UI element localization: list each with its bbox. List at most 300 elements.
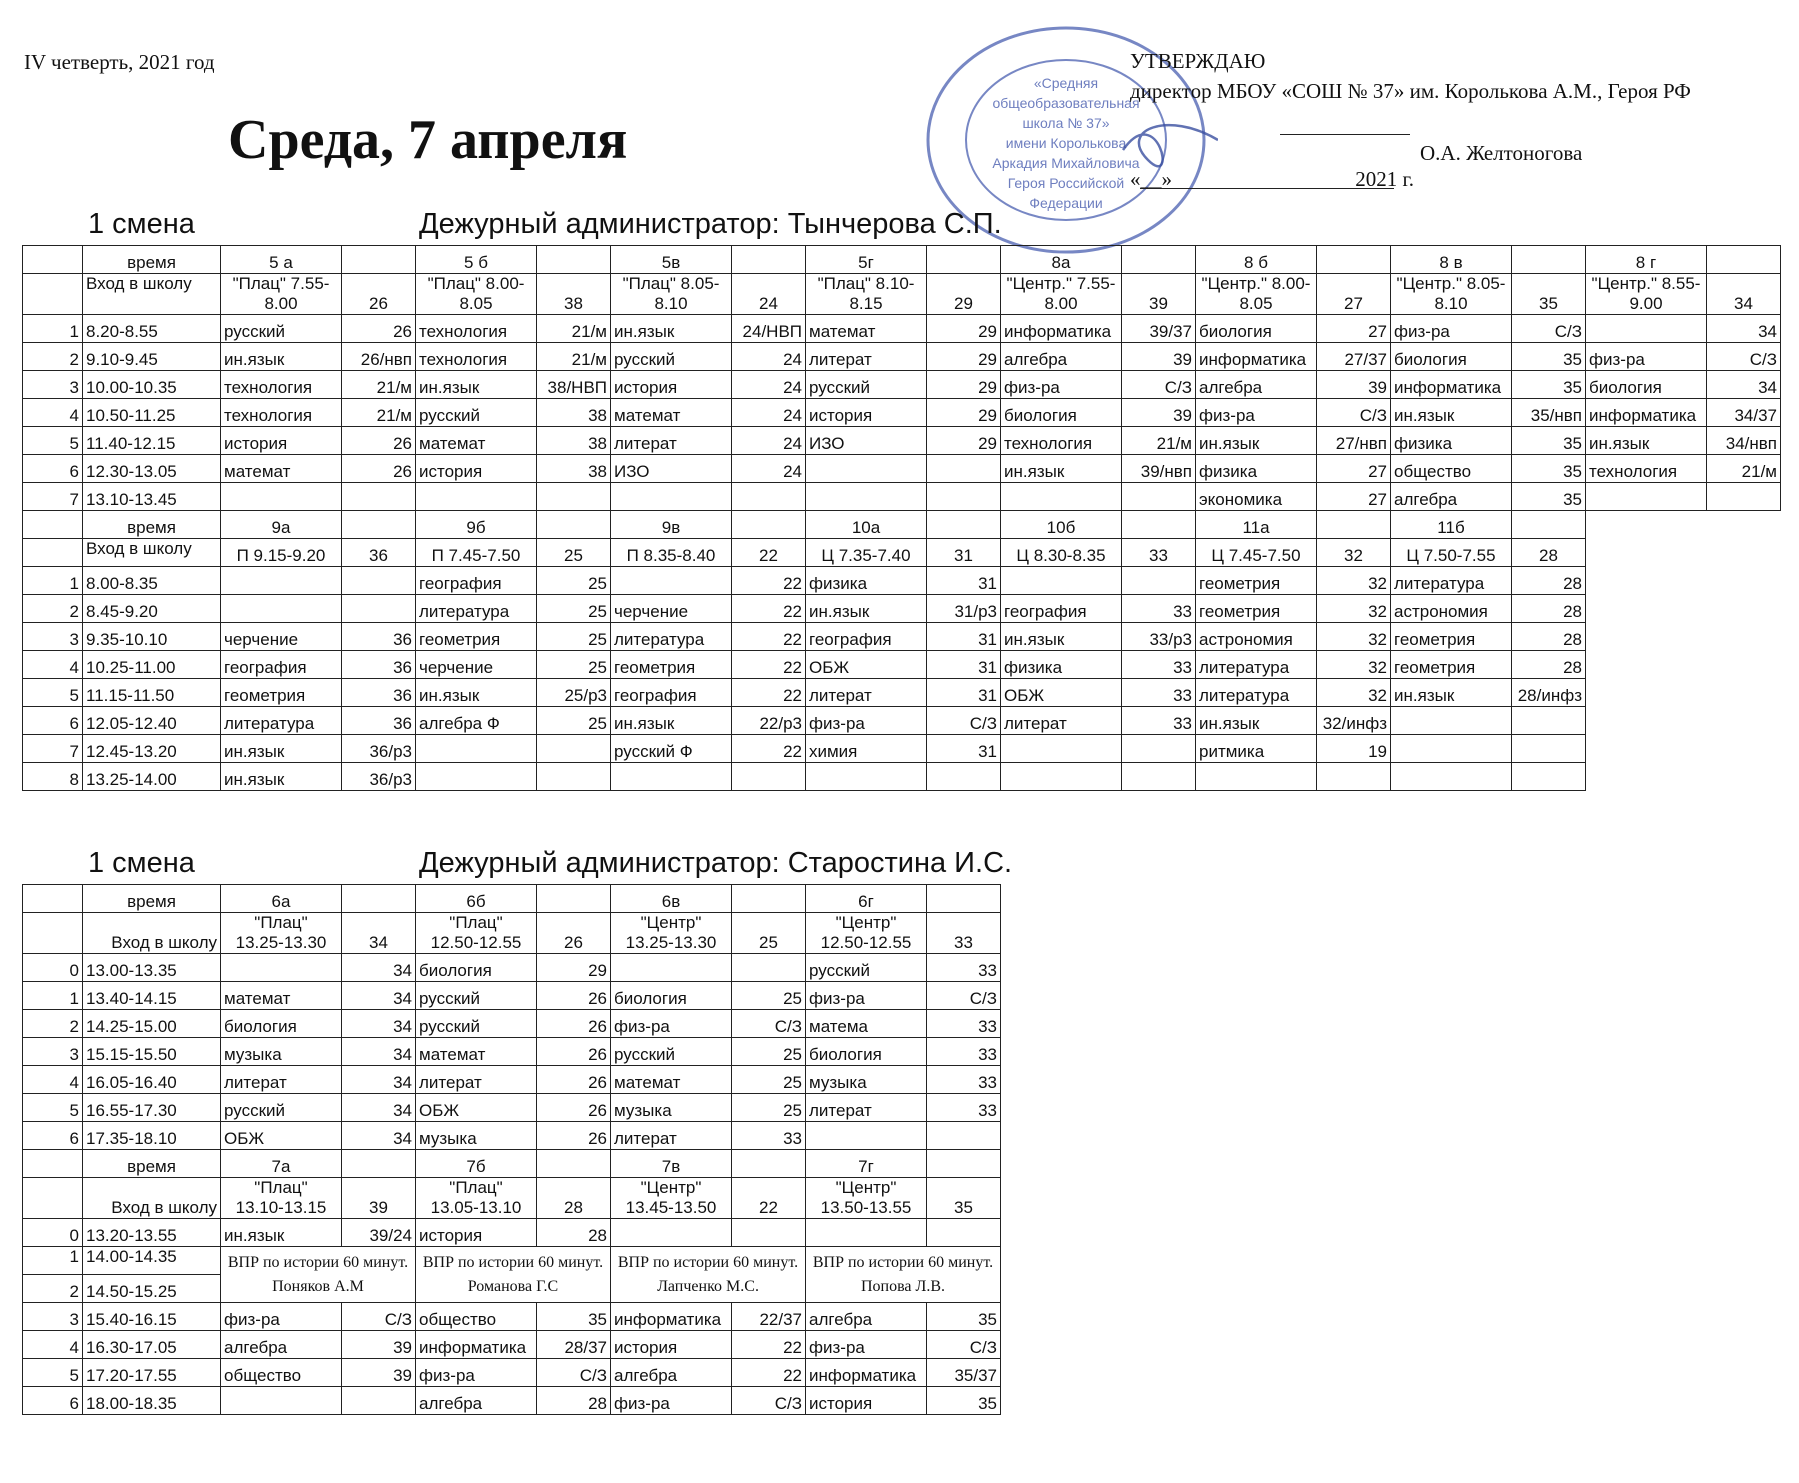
room-cell: 39 — [342, 1331, 416, 1359]
subject-cell — [221, 483, 342, 511]
room-cell: 24 — [732, 427, 806, 455]
class-room-header — [342, 511, 416, 539]
room-cell: 33 — [927, 954, 1001, 982]
room-cell: 36/р3 — [342, 763, 416, 791]
lesson-row — [23, 707, 1781, 735]
row-number-cell — [23, 539, 83, 567]
subject-cell: астрономия — [1391, 595, 1512, 623]
room-cell: 38/НВП — [537, 371, 611, 399]
subject-cell: биология — [1001, 399, 1122, 427]
subject-cell: алгебра — [221, 1331, 342, 1359]
class-room-header — [537, 246, 611, 274]
class-home-room: 35 — [927, 1178, 1001, 1219]
lesson-number: 2 — [23, 1010, 83, 1038]
svg-text:Аркадия Михайловича: Аркадия Михайловича — [992, 155, 1140, 171]
room-cell: 34/нвп — [1707, 427, 1781, 455]
room-cell: 22/р3 — [732, 707, 806, 735]
subject-cell: литерат — [611, 427, 732, 455]
row-number-cell — [23, 274, 83, 315]
class-name: 9а — [221, 511, 342, 539]
room-cell: С/З — [342, 1303, 416, 1331]
room-cell: 21/м — [537, 315, 611, 343]
subject-cell: литература — [611, 623, 732, 651]
room-cell: 33 — [732, 1122, 806, 1150]
subject-cell: литература — [1196, 651, 1317, 679]
subject-cell: геометрия — [416, 623, 537, 651]
room-cell — [732, 954, 806, 982]
room-cell: 32 — [1317, 595, 1391, 623]
room-cell — [342, 567, 416, 595]
lesson-row — [23, 343, 1781, 371]
lesson-time: 17.20-17.55 — [83, 1359, 221, 1387]
room-cell: 27 — [1317, 483, 1391, 511]
lesson-time: 16.30-17.05 — [83, 1331, 221, 1359]
room-cell — [732, 1219, 806, 1247]
class-entry: "Плац" 8.00-8.05 — [416, 274, 537, 315]
lesson-time: 16.05-16.40 — [83, 1066, 221, 1094]
subject-cell: история — [416, 1219, 537, 1247]
class-entry — [806, 1178, 927, 1219]
room-cell: 29 — [927, 371, 1001, 399]
subject-cell: ин.язык — [221, 735, 342, 763]
class-home-room: 34 — [342, 913, 416, 954]
subject-cell: информатика — [1001, 315, 1122, 343]
subject-cell: информатика — [806, 1359, 927, 1387]
room-cell: 35/нвп — [1512, 399, 1586, 427]
class-home-room: 22 — [732, 1178, 806, 1219]
subject-cell: литерат — [416, 1066, 537, 1094]
class-entry: "Центр." 8.55-9.00 — [1586, 274, 1707, 315]
lesson-time: 13.20-13.55 — [83, 1219, 221, 1247]
empty-cell — [1707, 651, 1781, 679]
room-cell: 25 — [732, 1038, 806, 1066]
class-name: 5г — [806, 246, 927, 274]
room-cell: 22 — [732, 623, 806, 651]
empty-cell — [1586, 651, 1707, 679]
subject-cell: ин.язык — [1001, 623, 1122, 651]
entry-row — [23, 539, 1781, 567]
subject-cell: ин.язык — [1391, 679, 1512, 707]
subject-cell: физика — [806, 567, 927, 595]
lesson-row — [23, 1331, 1001, 1359]
lesson-number: 6 — [23, 455, 83, 483]
room-cell: 34 — [342, 1094, 416, 1122]
class-home-room: 27 — [1317, 274, 1391, 315]
room-cell — [927, 483, 1001, 511]
subject-cell: астрономия — [1196, 623, 1317, 651]
room-cell: 26 — [537, 1038, 611, 1066]
subject-cell: физ-ра — [416, 1359, 537, 1387]
lesson-number: 2 — [23, 343, 83, 371]
empty-cell — [1707, 707, 1781, 735]
subject-cell: информатика — [1196, 343, 1317, 371]
subject-cell: информатика — [611, 1303, 732, 1331]
subject-cell: ИЗО — [611, 455, 732, 483]
subject-cell: геометрия — [1196, 567, 1317, 595]
class-name: 6г — [806, 885, 927, 913]
empty-cell — [1707, 595, 1781, 623]
row-number-cell — [23, 913, 83, 954]
lesson-number: 4 — [23, 1066, 83, 1094]
subject-cell — [1001, 735, 1122, 763]
room-cell: 39 — [342, 1359, 416, 1387]
class-entry: "Центр." 7.55-8.00 — [1001, 274, 1122, 315]
class-entry: Ц 7.35-7.40 — [806, 539, 927, 567]
lesson-time: 9.35-10.10 — [83, 623, 221, 651]
room-cell: 39/24 — [342, 1219, 416, 1247]
class-name: 10б — [1001, 511, 1122, 539]
room-cell: С/З — [927, 1331, 1001, 1359]
subject-cell: литература — [221, 707, 342, 735]
empty-cell — [1586, 763, 1707, 791]
class-header-row — [23, 246, 1781, 274]
class-name: 8 б — [1196, 246, 1317, 274]
lesson-row — [23, 595, 1781, 623]
svg-text:школа № 37»: школа № 37» — [1022, 115, 1110, 131]
room-cell: 22 — [732, 679, 806, 707]
class-room-header — [1317, 511, 1391, 539]
room-cell: 24 — [732, 371, 806, 399]
room-cell — [1122, 567, 1196, 595]
subject-cell: алгебра Ф — [416, 707, 537, 735]
class-name: 8 г — [1586, 246, 1707, 274]
room-cell: 25 — [537, 567, 611, 595]
empty-cell — [1586, 595, 1707, 623]
class-home-room: 35 — [1512, 274, 1586, 315]
lesson-time: 10.25-11.00 — [83, 651, 221, 679]
class-entry: Ц 8.30-8.35 — [1001, 539, 1122, 567]
room-cell: 28 — [537, 1387, 611, 1415]
class-entry: "Плац" 8.10-8.15 — [806, 274, 927, 315]
subject-cell — [806, 1219, 927, 1247]
class-home-room: 34 — [1707, 274, 1781, 315]
room-cell: 34 — [342, 1066, 416, 1094]
lesson-number: 6 — [23, 1122, 83, 1150]
room-cell: 33 — [927, 1066, 1001, 1094]
room-cell: 21/м — [1122, 427, 1196, 455]
page-title: Среда, 7 апреля — [228, 109, 628, 171]
subject-cell — [1001, 567, 1122, 595]
empty-cell — [1707, 763, 1781, 791]
lesson-time: 8.20-8.55 — [83, 315, 221, 343]
room-cell: 28 — [1512, 623, 1586, 651]
subject-cell: история — [806, 1387, 927, 1415]
class-room-header — [732, 1150, 806, 1178]
lesson-number: 1 — [23, 567, 83, 595]
entry-row — [23, 274, 1781, 315]
subject-cell: русский — [221, 315, 342, 343]
subject-cell: литерат — [806, 679, 927, 707]
subject-cell: география — [221, 651, 342, 679]
class-entry — [221, 1178, 342, 1219]
room-cell: 39 — [1317, 371, 1391, 399]
lesson-row — [23, 763, 1781, 791]
subject-cell: информатика — [1391, 371, 1512, 399]
room-cell: 21/м — [1707, 455, 1781, 483]
class-entry — [806, 913, 927, 954]
subject-cell — [611, 567, 732, 595]
lesson-number: 3 — [23, 623, 83, 651]
subject-cell — [416, 483, 537, 511]
class-home-room: 26 — [342, 274, 416, 315]
room-cell: С/З — [1317, 399, 1391, 427]
room-cell: 35 — [927, 1387, 1001, 1415]
class-room-header — [1512, 511, 1586, 539]
subject-cell: музыка — [611, 1094, 732, 1122]
vpr-exam-note: ВПР по истории 60 минут. Попова Л.В. — [806, 1247, 1001, 1303]
subject-cell: ин.язык — [1196, 707, 1317, 735]
lesson-number: 5 — [23, 1094, 83, 1122]
approval-date-year: 2021 г. — [1355, 167, 1414, 191]
room-cell: 27/37 — [1317, 343, 1391, 371]
lesson-time: 12.30-13.05 — [83, 455, 221, 483]
class-room-header — [927, 511, 1001, 539]
subject-cell: технология — [221, 371, 342, 399]
room-cell — [927, 763, 1001, 791]
row-number-cell — [23, 1178, 83, 1219]
room-cell: 21/м — [342, 371, 416, 399]
class-home-room: 39 — [1122, 274, 1196, 315]
lesson-number: 3 — [23, 1303, 83, 1331]
lesson-number: 5 — [23, 679, 83, 707]
class-room-header — [537, 511, 611, 539]
vpr-exam-note: ВПР по истории 60 минут. Поняков А.М — [221, 1247, 416, 1303]
class-room-header — [927, 885, 1001, 913]
subject-cell: алгебра — [416, 1387, 537, 1415]
entry-place: "Плац" — [449, 1178, 503, 1197]
room-cell: 28/инфз — [1512, 679, 1586, 707]
lesson-row — [23, 1010, 1001, 1038]
lesson-row — [23, 567, 1781, 595]
lesson-row — [23, 982, 1001, 1010]
lesson-row — [23, 651, 1781, 679]
lesson-time: 10.50-11.25 — [83, 399, 221, 427]
room-cell: С/З — [1512, 315, 1586, 343]
class-room-header — [732, 511, 806, 539]
class-entry — [416, 1178, 537, 1219]
subject-cell: музыка — [221, 1038, 342, 1066]
vpr-exam-note: ВПР по истории 60 минут. Романова Г.С — [416, 1247, 611, 1303]
room-cell: 33 — [1122, 595, 1196, 623]
subject-cell: ОБЖ — [806, 651, 927, 679]
room-cell: 36 — [342, 707, 416, 735]
subject-cell: черчение — [416, 651, 537, 679]
lesson-number: 8 — [23, 763, 83, 791]
room-cell — [1122, 735, 1196, 763]
room-cell: С/З — [927, 982, 1001, 1010]
room-cell: 33 — [1122, 707, 1196, 735]
lesson-row — [23, 1122, 1001, 1150]
room-cell: 34/37 — [1707, 399, 1781, 427]
empty-cell — [1586, 735, 1707, 763]
subject-cell: история — [611, 371, 732, 399]
room-cell: С/З — [732, 1387, 806, 1415]
room-cell: 34 — [342, 1038, 416, 1066]
entry-label: Вход в школу — [83, 539, 221, 567]
room-cell — [342, 1387, 416, 1415]
class-entry: Ц 7.45-7.50 — [1196, 539, 1317, 567]
row-number-cell — [23, 246, 83, 274]
room-cell: 31 — [927, 679, 1001, 707]
subject-cell: биология — [416, 954, 537, 982]
room-cell: 26 — [537, 1010, 611, 1038]
class-entry: "Центр." 8.05-8.10 — [1391, 274, 1512, 315]
lesson-row — [23, 735, 1781, 763]
class-room-header — [537, 1150, 611, 1178]
lesson-number: 4 — [23, 399, 83, 427]
subject-cell: ин.язык — [221, 343, 342, 371]
lesson-row — [23, 679, 1781, 707]
svg-text:Героя Российской: Героя Российской — [1007, 175, 1125, 191]
subject-cell — [221, 1387, 342, 1415]
subject-cell: ин.язык — [1586, 427, 1707, 455]
subject-cell: ОБЖ — [1001, 679, 1122, 707]
room-cell: 34 — [1707, 315, 1781, 343]
class-name: 7б — [416, 1150, 537, 1178]
entry-place: "Центр" — [835, 1178, 897, 1197]
entry-time: 13.25-13.30 — [235, 933, 327, 952]
schedule-table-2 — [22, 884, 1001, 1415]
lesson-time: 18.00-18.35 — [83, 1387, 221, 1415]
subject-cell — [1586, 315, 1707, 343]
room-cell — [537, 763, 611, 791]
room-cell — [1512, 735, 1586, 763]
room-cell: 27 — [1317, 455, 1391, 483]
subject-cell: русский — [611, 343, 732, 371]
subject-cell: ин.язык — [806, 595, 927, 623]
subject-cell: физ-ра — [1196, 399, 1317, 427]
class-room-header — [732, 246, 806, 274]
class-home-room: 29 — [927, 274, 1001, 315]
room-cell: 26/нвп — [342, 343, 416, 371]
class-room-header — [1317, 246, 1391, 274]
room-cell: 39/37 — [1122, 315, 1196, 343]
subject-cell: литерат — [806, 1094, 927, 1122]
time-header: время — [83, 885, 221, 913]
room-cell: 36 — [342, 623, 416, 651]
room-cell: 32 — [1317, 651, 1391, 679]
subject-cell: геометрия — [1391, 651, 1512, 679]
class-name: 7в — [611, 1150, 732, 1178]
room-cell: 25 — [537, 623, 611, 651]
class-room-header — [342, 246, 416, 274]
lesson-time: 15.40-16.15 — [83, 1303, 221, 1331]
subject-cell: литература — [1196, 679, 1317, 707]
lesson-time: 8.45-9.20 — [83, 595, 221, 623]
room-cell — [342, 595, 416, 623]
subject-cell — [611, 763, 732, 791]
subject-cell: геометрия — [221, 679, 342, 707]
class-name: 11а — [1196, 511, 1317, 539]
subject-cell: биология — [611, 982, 732, 1010]
room-cell: 26 — [537, 982, 611, 1010]
class-home-room: 25 — [732, 913, 806, 954]
vpr-exam-note: ВПР по истории 60 минут. Лапченко М.С. — [611, 1247, 806, 1303]
lesson-number: 1 — [23, 315, 83, 343]
room-cell: 34 — [342, 982, 416, 1010]
subject-cell: физ-ра — [1391, 315, 1512, 343]
room-cell — [1122, 763, 1196, 791]
lesson-time: 12.45-13.20 — [83, 735, 221, 763]
subject-cell: физ-ра — [611, 1010, 732, 1038]
vpr-row — [23, 1247, 1001, 1275]
entry-row — [23, 1178, 1001, 1219]
room-cell: 26 — [342, 455, 416, 483]
lesson-number: 0 — [23, 954, 83, 982]
lesson-time: 12.05-12.40 — [83, 707, 221, 735]
class-entry — [221, 913, 342, 954]
lesson-row — [23, 399, 1781, 427]
lesson-row — [23, 1094, 1001, 1122]
subject-cell — [221, 567, 342, 595]
subject-cell: ин.язык — [611, 707, 732, 735]
lesson-time: 8.00-8.35 — [83, 567, 221, 595]
row-number-cell — [23, 511, 83, 539]
class-name: 5 а — [221, 246, 342, 274]
approval-date-prefix: «__» — [1130, 167, 1172, 191]
row-number-cell — [23, 1150, 83, 1178]
subject-cell: алгебра — [806, 1303, 927, 1331]
lesson-number: 4 — [23, 651, 83, 679]
subject-cell — [806, 455, 927, 483]
lesson-number: 6 — [23, 707, 83, 735]
schedule-table-1 — [22, 245, 1781, 791]
lesson-number: 0 — [23, 1219, 83, 1247]
lesson-time: 16.55-17.30 — [83, 1094, 221, 1122]
lesson-row — [23, 1219, 1001, 1247]
entry-place: "Плац" — [254, 913, 308, 932]
room-cell: 32/инфз — [1317, 707, 1391, 735]
class-entry: Ц 7.50-7.55 — [1391, 539, 1512, 567]
entry-place: "Центр" — [835, 913, 897, 932]
room-cell — [732, 763, 806, 791]
subject-cell — [416, 763, 537, 791]
entry-place: "Плац" — [254, 1178, 308, 1197]
room-cell: 29 — [537, 954, 611, 982]
lesson-row — [23, 371, 1781, 399]
room-cell — [342, 483, 416, 511]
room-cell — [732, 483, 806, 511]
subject-cell: математ — [611, 399, 732, 427]
room-cell: 22 — [732, 1359, 806, 1387]
room-cell: 21/м — [342, 399, 416, 427]
lesson-number: 5 — [23, 1359, 83, 1387]
room-cell: 24 — [732, 399, 806, 427]
room-cell: 38 — [537, 427, 611, 455]
subject-cell: ОБЖ — [416, 1094, 537, 1122]
class-room-header — [1122, 511, 1196, 539]
class-name: 9б — [416, 511, 537, 539]
empty-cell — [1707, 623, 1781, 651]
lesson-number: 3 — [23, 1038, 83, 1066]
room-cell — [1122, 483, 1196, 511]
subject-cell — [611, 954, 732, 982]
subject-cell: экономика — [1196, 483, 1317, 511]
class-home-room: 39 — [342, 1178, 416, 1219]
subject-cell: история — [806, 399, 927, 427]
class-name: 6б — [416, 885, 537, 913]
svg-text:«Средняя: «Средняя — [1033, 75, 1099, 91]
block2-duty: Дежурный администратор: Старостина И.С. — [419, 847, 1013, 879]
subject-cell: ин.язык — [221, 1219, 342, 1247]
subject-cell: математ — [806, 315, 927, 343]
lesson-row — [23, 1387, 1001, 1415]
subject-cell — [1001, 483, 1122, 511]
subject-cell: технология — [221, 399, 342, 427]
room-cell: 24 — [732, 343, 806, 371]
class-home-room: 25 — [537, 539, 611, 567]
class-entry: "Плац" 7.55-8.00 — [221, 274, 342, 315]
